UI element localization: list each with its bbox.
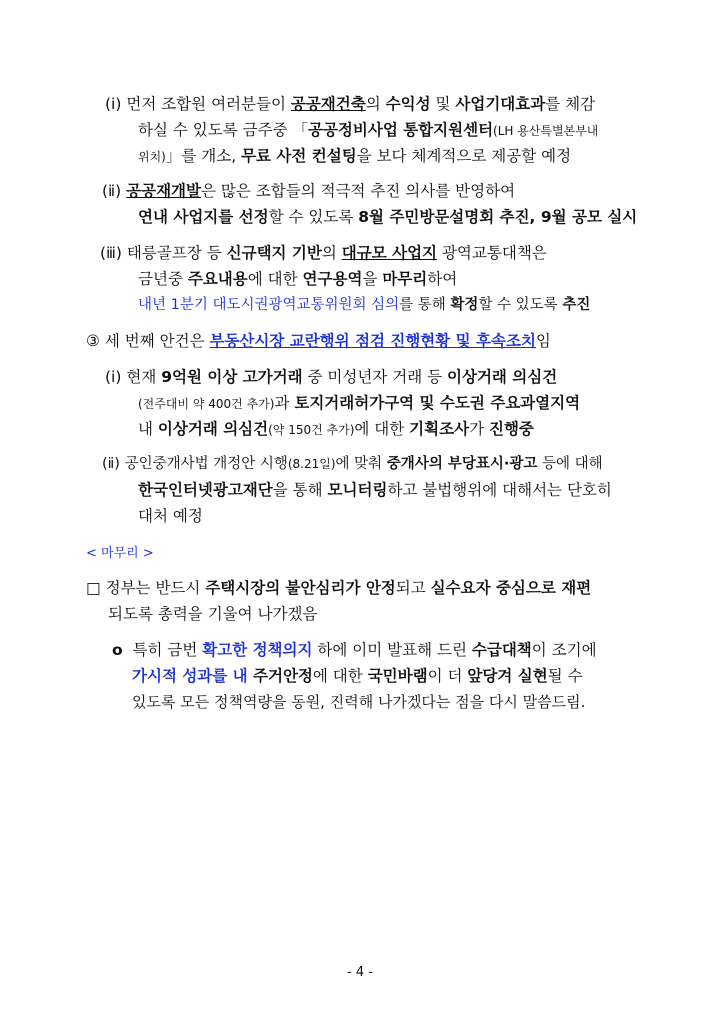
item-marker: (ⅱ) <box>102 182 122 200</box>
text: 및 <box>430 95 456 113</box>
text: 에 대한 <box>354 420 410 438</box>
text: 태릉골프장 등 <box>126 244 227 262</box>
text-small: (전주대비 약 400건 추가) <box>138 397 275 411</box>
text: 현재 <box>126 368 162 386</box>
text-bold: 사업기대효과 <box>455 95 546 113</box>
text: 」를 개소, <box>165 147 242 165</box>
text: 등에 대해 <box>537 456 603 472</box>
item-i-line2 <box>138 119 598 142</box>
item-j2-line3 <box>138 505 203 527</box>
text: 될 수 <box>547 667 583 685</box>
text-blue-underline: 부동산시장 교란행위 점검 진행현황 및 후속조치 <box>209 332 536 350</box>
text-bold: 토지거래허가구역 및 수도권 주요과열지역 <box>294 394 581 412</box>
item-j2-line2 <box>138 479 612 501</box>
text-bold: 실수요자 중심으로 재편 <box>430 579 592 597</box>
text-bold: 8월 주민방문설명회 추진, 9월 공모 실시 <box>358 208 638 226</box>
item-j1-line1 <box>105 366 557 388</box>
text: 하여 <box>427 270 458 288</box>
text-bold: 신규택지 기반 <box>226 244 322 262</box>
text-bold: 중개사의 부당표시·광고 <box>386 456 538 472</box>
text: 를 체감 <box>545 95 596 113</box>
text: 를 통해 <box>399 297 451 313</box>
text-bold: 모니터링 <box>327 481 388 499</box>
o-line1 <box>112 639 597 661</box>
text-bold: 주요내용 <box>187 270 248 288</box>
text: 하실 수 있도록 금주중 「 <box>138 121 308 139</box>
item-marker: ③ <box>86 332 100 350</box>
box-line1 <box>86 577 591 599</box>
text-underline: 대규모 사업지 <box>341 244 438 262</box>
text: 을 통해 <box>272 481 328 499</box>
text: 을 보다 체계적으로 제공할 예정 <box>356 147 572 165</box>
text: 되도록 총력을 기울여 나가겠음 <box>108 605 318 623</box>
item-marker: (ⅰ) <box>105 368 122 386</box>
box-line2 <box>108 603 317 625</box>
item-marker: (ⅱ) <box>102 456 120 472</box>
text-bold: 무료 사전 컨설팅 <box>241 147 357 165</box>
text: 공인중개사법 개정안 시행 <box>124 456 288 472</box>
o-marker: o <box>112 641 123 659</box>
text: 되고 <box>395 579 431 597</box>
text-small: (약 150건 추가) <box>268 423 355 437</box>
text: 의 <box>365 95 386 113</box>
text-underline: 공공재건축 <box>290 95 366 113</box>
text: 할 수 있도록 <box>268 208 359 226</box>
text: 에 맞춰 <box>335 456 387 472</box>
text-blue: 가시적 성과를 내 <box>132 667 248 685</box>
text-small: (LH 용산특별본부내 <box>493 124 599 138</box>
text: 하고 불법행위에 대해서는 단호히 <box>387 481 612 499</box>
text-underline: 공공재개발 <box>126 182 201 200</box>
text: 광역교통대책은 <box>437 244 547 262</box>
text-bold: 연내 사업지를 선정 <box>138 208 269 226</box>
closing-label: < 마무리 > <box>86 546 154 561</box>
text-small: 위치) <box>138 150 166 164</box>
page-number: - 4 - <box>347 965 373 980</box>
item-j1-line2 <box>138 392 580 415</box>
text-bold: 주거안정 <box>247 667 313 685</box>
item-ii-line1 <box>102 180 515 202</box>
item-marker: (ⅰ) <box>105 95 122 113</box>
item-iii-line2 <box>138 268 457 290</box>
item-i-line3 <box>138 145 571 168</box>
text-bold: 마무리 <box>382 270 428 288</box>
text: 이 조기에 <box>531 641 597 659</box>
text: 있도록 모든 정책역량을 동원, 진력해 나가겠다는 점을 다시 말씀드림. <box>132 693 586 711</box>
text: 금년중 <box>138 270 188 288</box>
box-marker: □ <box>86 579 101 597</box>
text: 세 번째 안건은 <box>104 332 210 350</box>
text: 임 <box>535 332 551 350</box>
text: 내 <box>138 420 158 438</box>
item-ii-line2 <box>138 206 637 228</box>
item-iii-line1 <box>100 242 547 264</box>
text: 대처 예정 <box>138 507 203 525</box>
text: 을 <box>362 270 383 288</box>
text-blue: 확고한 정책의지 <box>202 641 313 659</box>
text-bold: 수급대책 <box>471 641 532 659</box>
section-3-heading <box>86 330 551 352</box>
text-bold: 공공정비사업 통합지원센터 <box>307 121 494 139</box>
text: 먼저 조합원 여러분들이 <box>126 95 291 113</box>
text-bold: 수익성 <box>385 95 431 113</box>
text-bold: 국민바램 <box>367 667 428 685</box>
text: 특히 금번 <box>132 641 203 659</box>
text-blue: 내년 1분기 대도시권광역교통위원회 심의 <box>138 297 400 313</box>
text: 중 미성년자 거래 등 <box>302 368 448 386</box>
text: 하에 이미 발표해 드린 <box>312 641 472 659</box>
text: 이 더 <box>427 667 468 685</box>
text: 정부는 반드시 <box>105 579 206 597</box>
text-bold: 연구용역 <box>302 270 363 288</box>
text: 에 대한 <box>312 667 368 685</box>
o-line2 <box>132 665 583 687</box>
text-bold: 추진 <box>562 297 591 313</box>
text-bold: 앞당겨 실현 <box>467 667 548 685</box>
text: 할 수 있도록 <box>478 297 563 313</box>
text: 의 <box>321 244 342 262</box>
item-iii-line3 <box>138 294 590 316</box>
item-marker: (ⅲ) <box>100 244 122 262</box>
item-j1-line3 <box>138 418 534 441</box>
text: 가 <box>469 420 489 438</box>
item-i-line1 <box>105 93 595 115</box>
text-small: (8.21일) <box>287 457 336 471</box>
text: 에 대한 <box>247 270 303 288</box>
text: 과 <box>274 394 295 412</box>
text-bold: 확정 <box>450 297 479 313</box>
text-bold: 진행중 <box>488 420 534 438</box>
text-bold: 이상거래 의심건 <box>447 368 558 386</box>
text-bold: 이상거래 의심건 <box>157 420 269 438</box>
text-bold: 9억원 이상 고가거래 <box>161 368 303 386</box>
text-bold: 한국인터넷광고재단 <box>138 481 273 499</box>
item-j2-line1 <box>102 453 603 475</box>
text-bold: 주택시장의 불안심리가 안정 <box>205 579 396 597</box>
text-bold: 기획조사 <box>409 420 470 438</box>
o-line3 <box>132 691 585 713</box>
text: 은 많은 조합들의 적극적 추진 의사를 반영하여 <box>201 182 516 200</box>
